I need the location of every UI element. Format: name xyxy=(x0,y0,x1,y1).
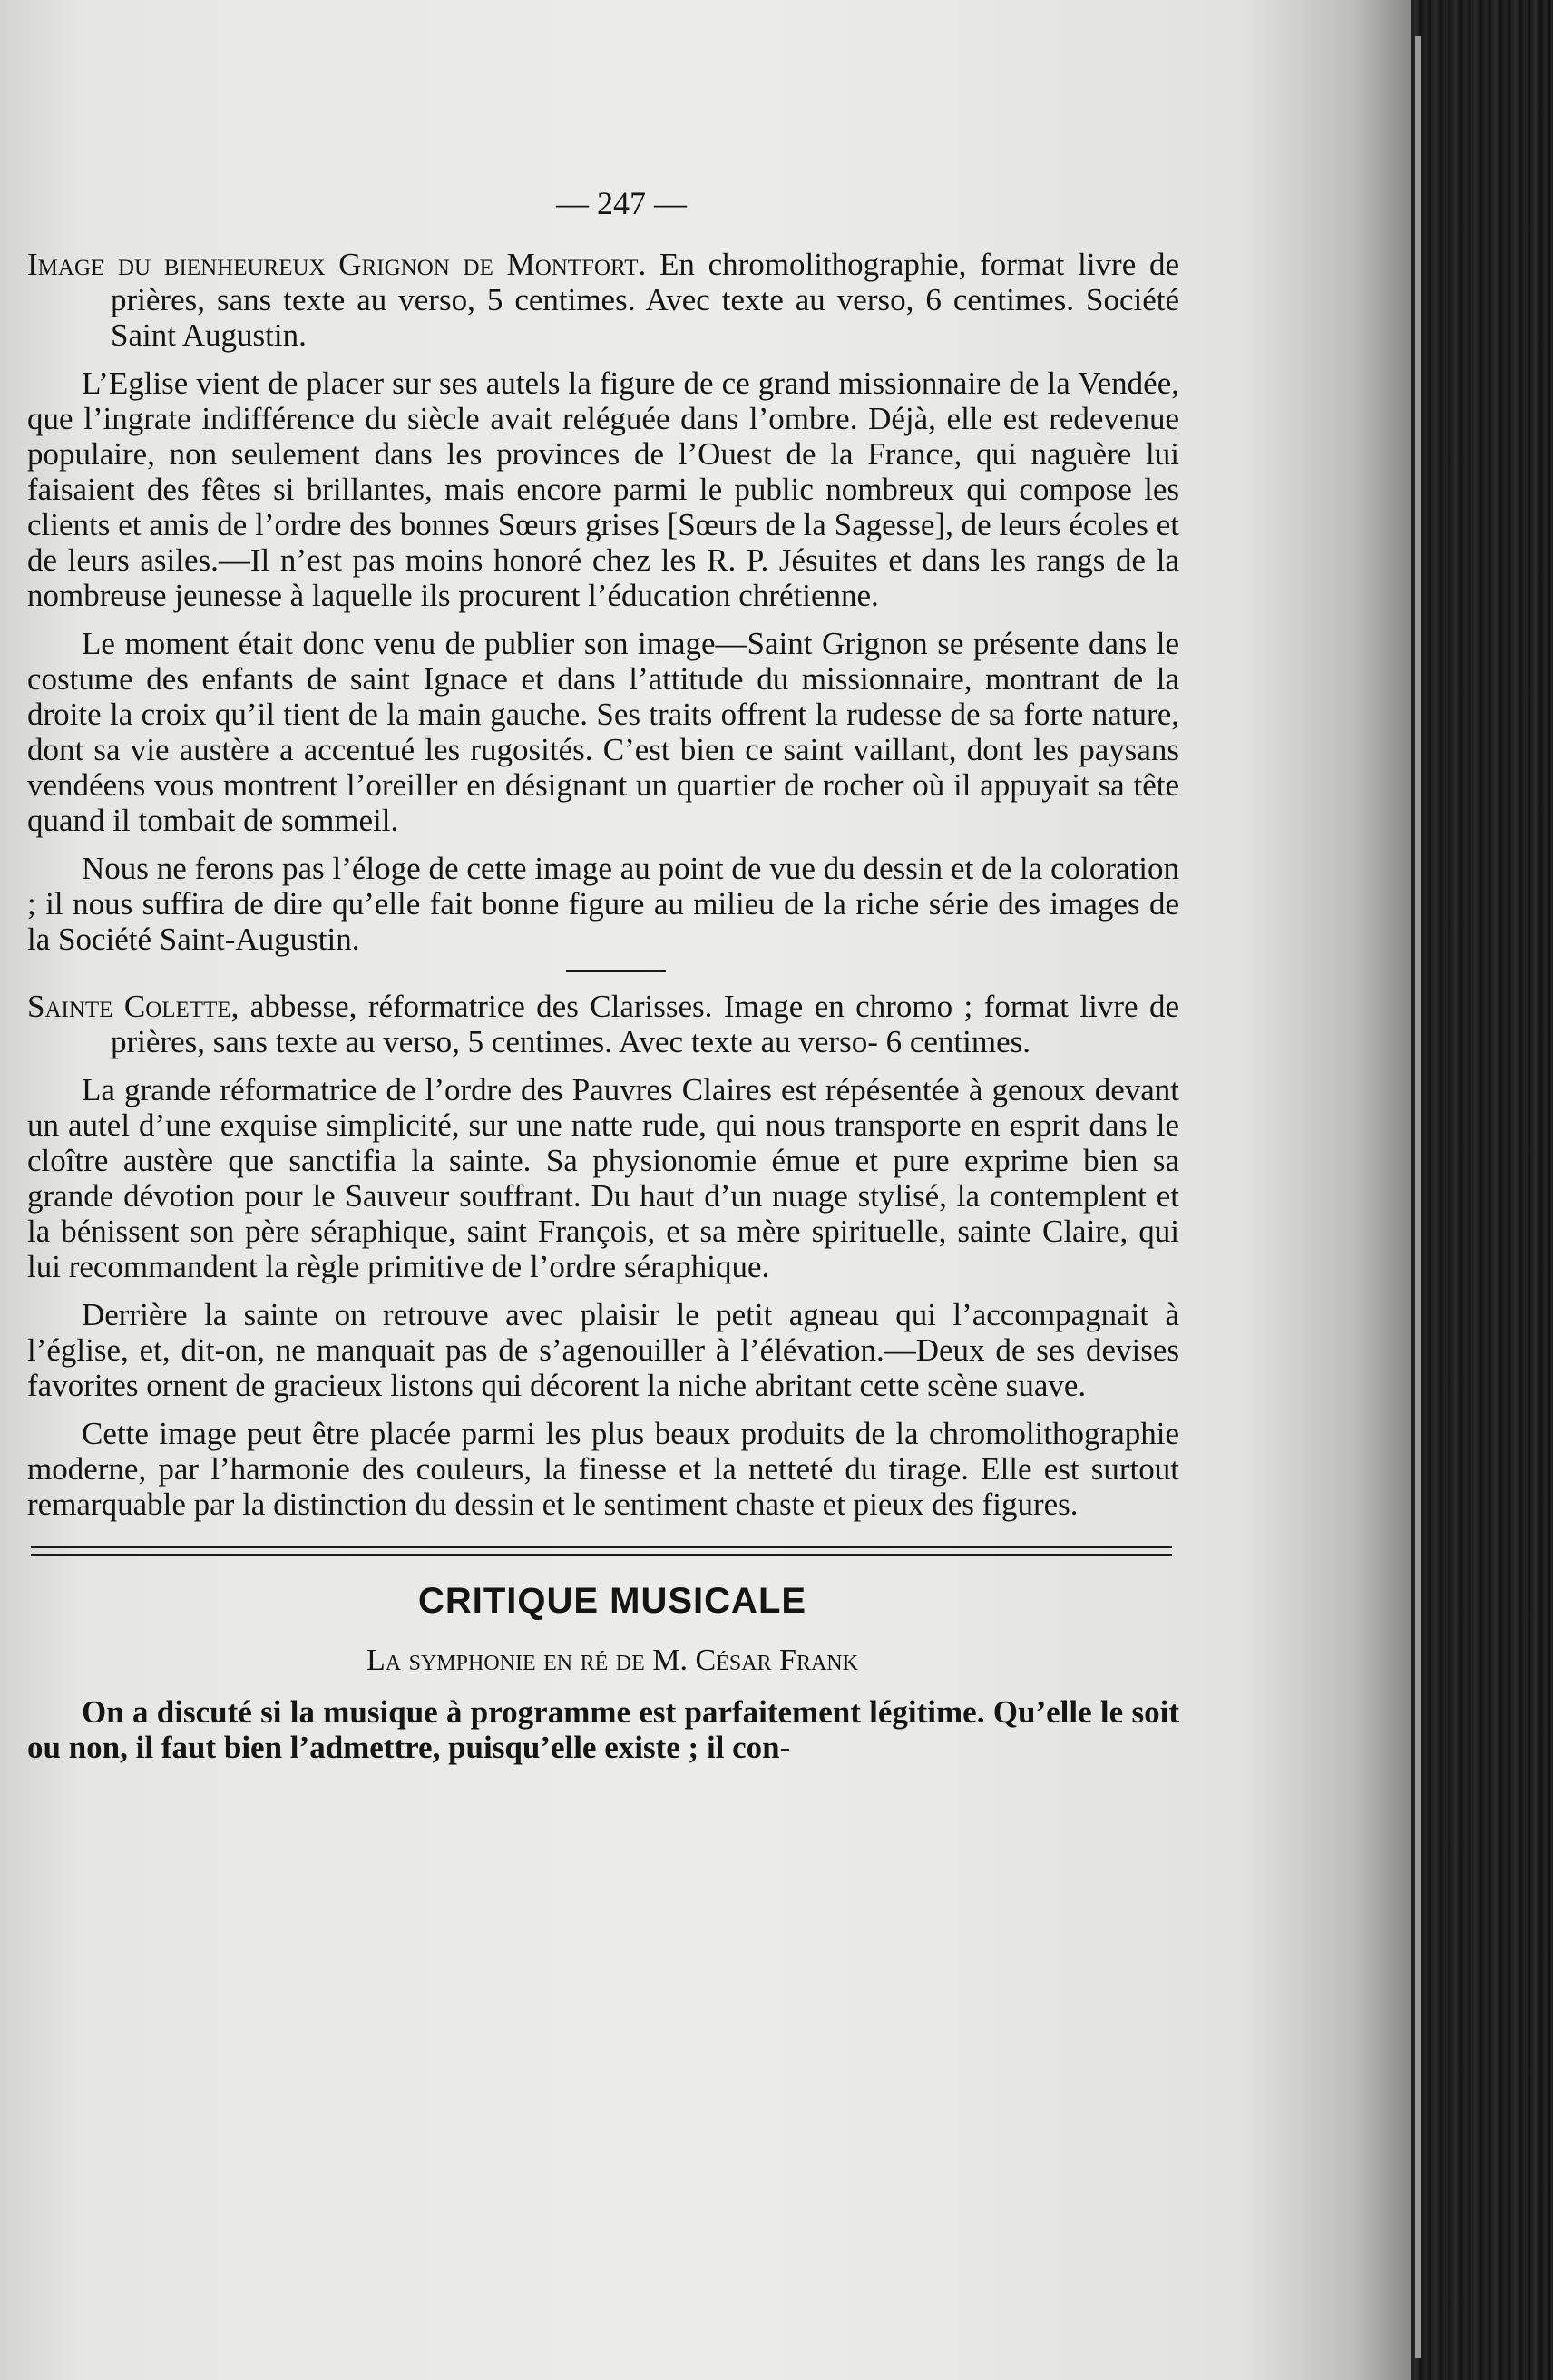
entry-details-colette: abbesse, réformatrice des Clarisses. Image en chromo ; format livre de prières, sans texte au verso, 5 centimes. Avec texte au verso- 6 centimes. xyxy=(111,989,1179,1059)
section-subtitle: La symphonie en ré de M. César Frank xyxy=(366,1644,858,1677)
entry-heading-grignon xyxy=(27,247,1179,353)
paragraph: Nous ne ferons pas l’éloge de cette image au point de vue du dessin et de la coloration ; il nous suffira de dire qu’elle fait bonne figure au milieu de la riche série des images de la Société Saint-Augustin. xyxy=(27,851,1179,957)
page-edge xyxy=(1415,36,1421,2358)
entry-title-colette: Sainte Colette, xyxy=(27,989,239,1024)
paragraph: L’Eglise vient de placer sur ses autels la figure de ce grand missionnaire de la Vendée, que l’ingrate indifférence du siècle avait reléguée dans l’ombre. Déjà, elle est redevenue populaire, non seulement dans les provinces de l’Ouest de la France, qui naguère lui faisaient des fêtes si brillantes, mais encore parmi le public nombreux qui compose les clients et amis de l’ordre des bonnes Sœurs grises [Sœurs de la Sagesse], de leurs écoles et de leurs asiles.—Il n’est pas moins honoré chez les R. P. Jésuites et dans les rangs de la nombreuse jeunesse à laquelle ils procurent l’éducation chrétienne. xyxy=(27,366,1179,613)
entry-heading-colette xyxy=(27,989,1179,1059)
section-title: CRITIQUE MUSICALE xyxy=(417,1581,807,1621)
entry-title-grignon: Image du bienheureux Grignon de Montfort. xyxy=(27,247,647,282)
paragraph: Derrière la sainte on retrouve avec plaisir le petit agneau qui l’accompagnait à l’église, et, dit-on, ne manquait pas de s’agenouiller à l’élévation.—Deux de ses devises favorites ornent de gracieux listons qui décorent la niche abritant cette scène suave. xyxy=(27,1297,1179,1403)
book-spine xyxy=(1411,0,1553,2380)
separator-rule xyxy=(566,970,666,972)
page-number: — 247 — xyxy=(556,185,687,221)
entry-details-grignon: En chromolithographie, format livre de prières, sans texte au verso, 5 centimes. Avec texte au verso, 6 centimes. Société Saint Augustin. xyxy=(111,247,1179,353)
double-separator-rule xyxy=(31,1546,1172,1556)
paragraph: Cette image peut être placée parmi les plus beaux produits de la chromolithographie moderne, par l’harmonie des couleurs, la finesse et la netteté du tirage. Elle est surtout remarquable par la distinction du dessin et le sentiment chaste et pieux des figures. xyxy=(27,1416,1179,1522)
paragraph: La grande réformatrice de l’ordre des Pauvres Claires est répésentée à genoux devant un autel d’une exquise simplicité, sur une natte rude, qui nous transporte en esprit dans le cloître austère que sanctifia la sainte. Sa physionomie émue et pure exprime bien sa grande dévotion pour le Sauveur souffrant. Du haut d’un nuage stylisé, la contemplent et la bénissent son père séraphique, saint François, et sa mère spirituelle, sainte Claire, qui lui recommandent la règle primitive de l’ordre séraphique. xyxy=(27,1072,1179,1284)
paragraph: Le moment était donc venu de publier son image—Saint Grignon se présente dans le costume des enfants de saint Ignace et dans l’attitude du missionnaire, montrant de la droite la croix qu’il tient de la main gauche. Ses traits offrent la rudesse de sa forte nature, dont sa vie austère a accentué les rugosités. C’est bien ce saint vaillant, dont les paysans vendéens vous montrent l’oreiller en désignant un quartier de rocher où il appuyait sa tête quand il tombait de sommeil. xyxy=(27,626,1179,838)
section-opening-paragraph: On a discuté si la musique à programme est parfaitement légitime. Qu’elle le soit ou non, il faut bien l’admettre, puisqu’elle existe ; il con- xyxy=(27,1694,1179,1765)
page-text xyxy=(27,186,1179,1765)
